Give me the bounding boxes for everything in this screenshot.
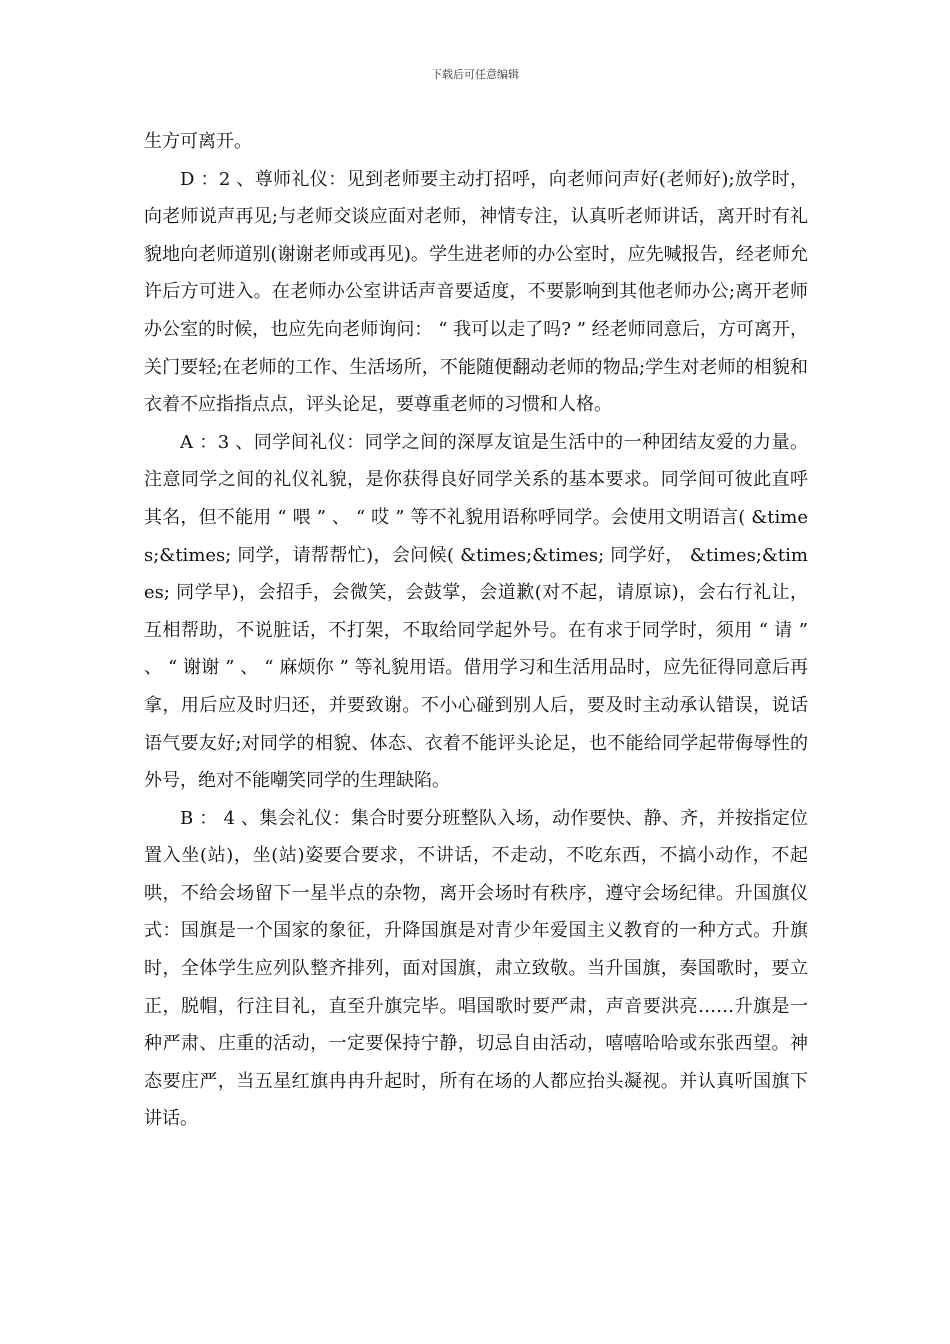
- paragraph-classmate-etiquette: A ：3 、同学间礼仪：同学之间的深厚友谊是生活中的一种团结友爱的力量。注意同学之间的礼仪礼貌，是你获得良好同学关系的基本要求。同学间可彼此直呼其名，但不能用 “ 喂 ” 、 “ 哎 ” 等不礼貌用语称呼同学。会使用文明语言( &times;&times; 同学，请帮帮忙)，会问候( &times;&times; 同学好， &times;&times; 同学早)，会招手，会微笑，会鼓掌，会道歉(对不起，请原谅)，会右行礼让，互相帮助，不说脏话，不打架，不取给同学起外号。在有求于同学时，须用 “ 请 ” 、 “ 谢谢 ” 、 “ 麻烦你 ” 等礼貌用语。借用学习和生活用品时，应先征得同意后再拿，用后应及时归还，并要致谢。不小心碰到别人后，要及时主动承认错误，说话语气要友好;对同学的相貌、体态、衣着不能评头论足，也不能给同学起带侮辱性的外号，绝对不能嘲笑同学的生理缺陷。: [144, 431, 808, 792]
- paragraph-continuation: 生方可离开。: [144, 131, 252, 152]
- paragraph-teacher-etiquette: D ：2 、尊师礼仪：见到老师要主动打招呼，向老师问声好(老师好);放学时，向老师说声再见;与老师交谈应面对老师，神情专注，认真听老师讲话，离开时有礼貌地向老师道别(谢谢老师或再见)。学生进老师的办公室时，应先喊报告，经老师允许后方可进入。在老师办公室讲话声音要适度，不要影响到其他老师办公;离开老师办公室的时候，也应先向老师询问： “ 我可以走了吗? ” 经老师同意后，方可离开，关门要轻;在老师的工作、生活场所，不能随便翻动老师的物品;学生对老师的相貌和衣着不应指指点点，评头论足，要尊重老师的习惯和人格。: [144, 168, 808, 416]
- paragraph-assembly-etiquette: B ： 4 、集会礼仪：集合时要分班整队入场，动作要快、静、齐，并按指定位置入坐(站)，坐(站)姿要合要求，不讲话，不走动，不吃东西，不搞小动作，不起哄，不给会场留下一星半点的杂物，离开会场时有秩序，遵守会场纪律。升国旗仪式：国旗是一个国家的象征，升降国旗是对青少年爱国主义教育的一种方式。升旗时，全体学生应列队整齐排列，面对国旗，肃立致敬。当升国旗，奏国歌时，要立正，脱帽，行注目礼，直至升旗完毕。唱国歌时要严肃，声音要洪亮……升旗是一种严肃、庄重的活动，一定要保持宁静，切忌自由活动，嘻嘻哈哈或东张西望。神态要庄严，当五星红旗冉冉升起时，所有在场的人都应抬头凝视。并认真听国旗下讲话。: [144, 807, 808, 1130]
- page-header: 下载后可任意编辑: [431, 68, 519, 81]
- document-body: [144, 123, 808, 1138]
